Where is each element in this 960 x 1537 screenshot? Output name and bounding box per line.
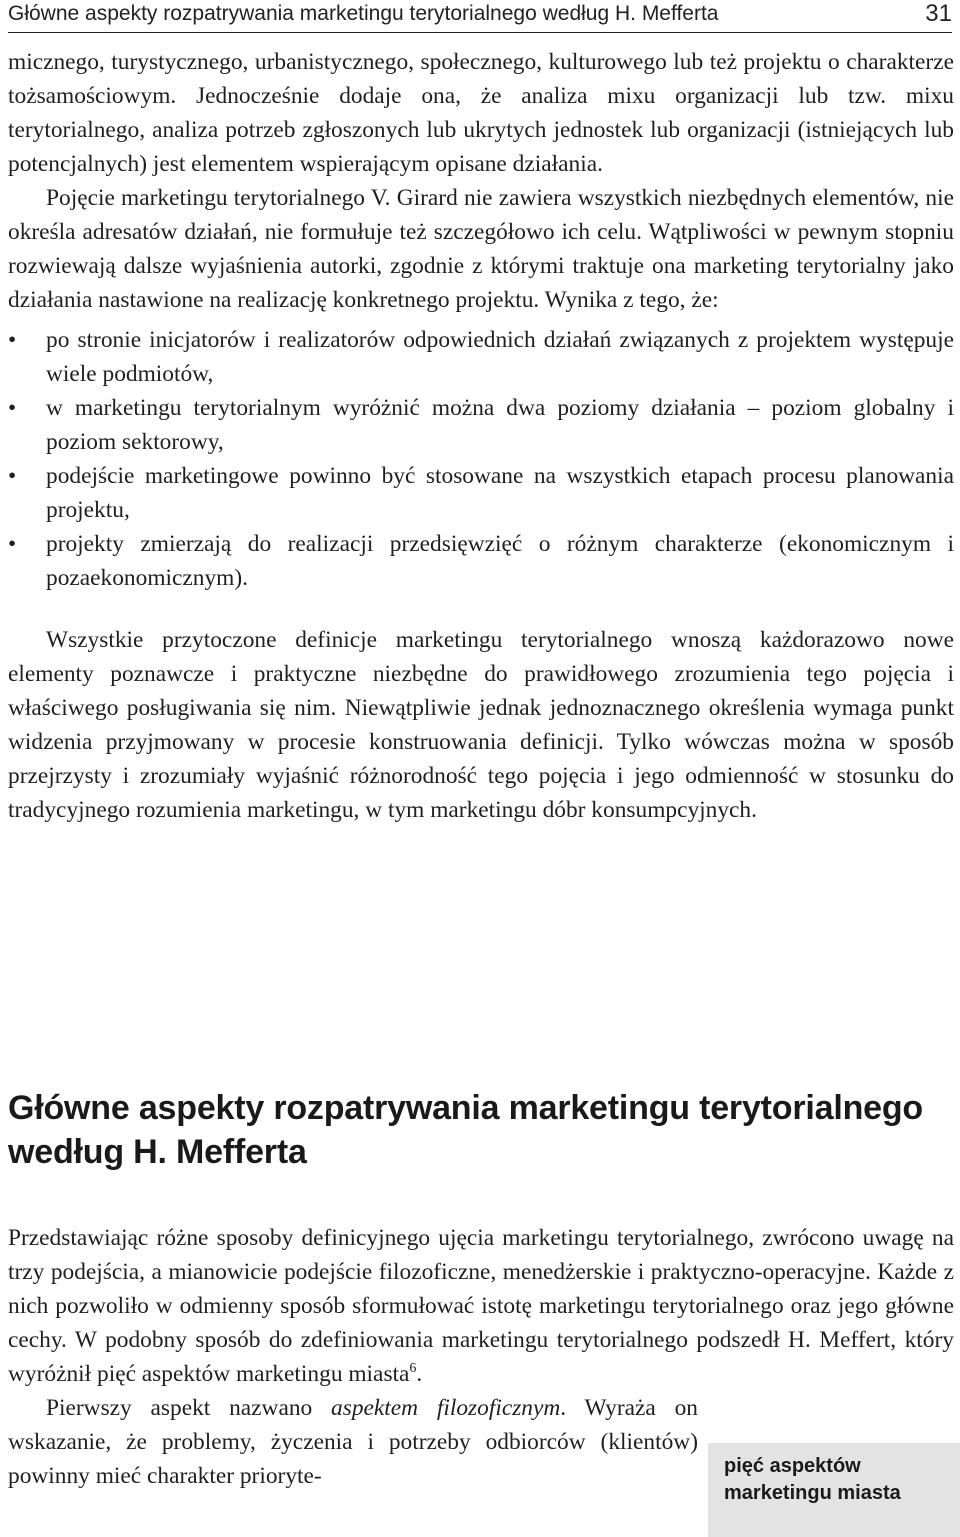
paragraph-girard: Pojęcie marketingu terytorialnego V. Girard nie zawiera wszystkich niezbędnych elementów, nie określa adresatów działań, nie formułuje też szczegółowo ich celu. Wątpliwości w pewnym stopniu rozwiewają dalsze wyjaśnienia autorki, zgodnie z którymi traktuje ona marketing terytorialny jako działania nastawione na realizację konkretnego projektu. Wynika z tego, że: [8,185,954,313]
running-header [8,0,952,33]
list-item-text: projekty zmierzają do realizacji przedsięwzięć o różnym charakterze (ekonomicznym i pozaekonomicznym). [46,531,954,591]
emphasized-term: aspektem filozoficznym [331,1395,561,1421]
footnote-ref: 6 [409,1361,417,1377]
paragraph-philosophical-rest: . Wyraża on wskazanie, że problemy, życzenia i potrzeby odbiorców (klientów) powinny mieć charakter prioryte- [8,1395,698,1489]
margin-note [708,1443,960,1537]
margin-note-line: marketingu miasta [724,1482,901,1504]
paragraph-intro [8,1221,954,1391]
paragraph-intro-text: Przedstawiając różne sposoby definicyjnego ujęcia marketingu terytorialnego, zwrócono uwagę na trzy podejścia, a mianowicie podejście filozoficzne, menedżerskie i praktyczno-operacyjne. Każde z nich pozwoliło w odmienny sposób sformułować istotę marketingu terytorialnego oraz jego główne cechy. W podobny sposób do zdefiniowania marketingu terytorialnego podszedł H. Meffert, który wyróżnił pięć aspektów marketingu miasta [8,1225,954,1387]
list-item [8,527,954,595]
running-title: Główne aspekty rozpatrywania marketingu terytorialnego według H. Mefferta [8,2,719,25]
margin-note-line: pięć aspektów [724,1455,861,1477]
bullet-list [8,323,954,595]
list-item-text: po stronie inicjatorów i realizatorów odpowiednich działań związanych z projektem występuje wiele podmiotów, [46,327,954,387]
continued-text [8,45,954,827]
list-item-text: w marketingu terytorialnym wyróżnić można dwa poziomy działania – poziom globalny i poziom sektorowy, [46,395,954,455]
paragraph-continuation: micznego, turystycznego, urbanistycznego, społecznego, kulturowego lub też projektu o charakterze tożsamościowym. Jednocześnie dodaje ona, że analiza mixu organizacji lub tzw. mixu terytorialnego, analiza potrzeb zgłoszonych lub ukrytych jednostek lub organizacji (istniejących lub potencjalnych) jest elementem wspierającym opisane działania. [8,49,954,177]
paragraph-philosophical [8,1391,698,1493]
section-heading: Główne aspekty rozpatrywania marketingu terytorialnego według H. Mefferta [8,1089,924,1171]
bullet-icon: • [8,463,17,489]
bullet-icon: • [8,395,17,421]
bullet-icon: • [8,531,17,557]
page-number: 31 [925,0,952,27]
bullet-icon: • [8,327,17,353]
paragraph-summary: Wszystkie przytoczone definicje marketingu terytorialnego wnoszą każdorazowo nowe elementy poznawcze i praktyczne niezbędne do prawidłowego zrozumienia tego pojęcia i właściwego posługiwania się nim. Niewątpliwie jednak jednoznacznego określenia wymaga punkt widzenia przyjmowany w procesie konstruowania definicji. Tylko wówczas można w sposób przejrzysty i zrozumiały wyjaśnić różnorodność tego pojęcia i jego odmienność w stosunku do tradycyjnego rozumienia marketingu, w tym marketingu dóbr konsumpcyjnych. [8,627,954,823]
list-item-text: podejście marketingowe powinno być stosowane na wszystkich etapach procesu planowania projektu, [46,463,954,523]
paragraph-philosophical-start: Pierwszy aspekt nazwano [46,1395,332,1421]
paragraph-intro-end: . [416,1361,423,1387]
list-item [8,459,954,527]
list-item [8,323,954,391]
list-item [8,391,954,459]
